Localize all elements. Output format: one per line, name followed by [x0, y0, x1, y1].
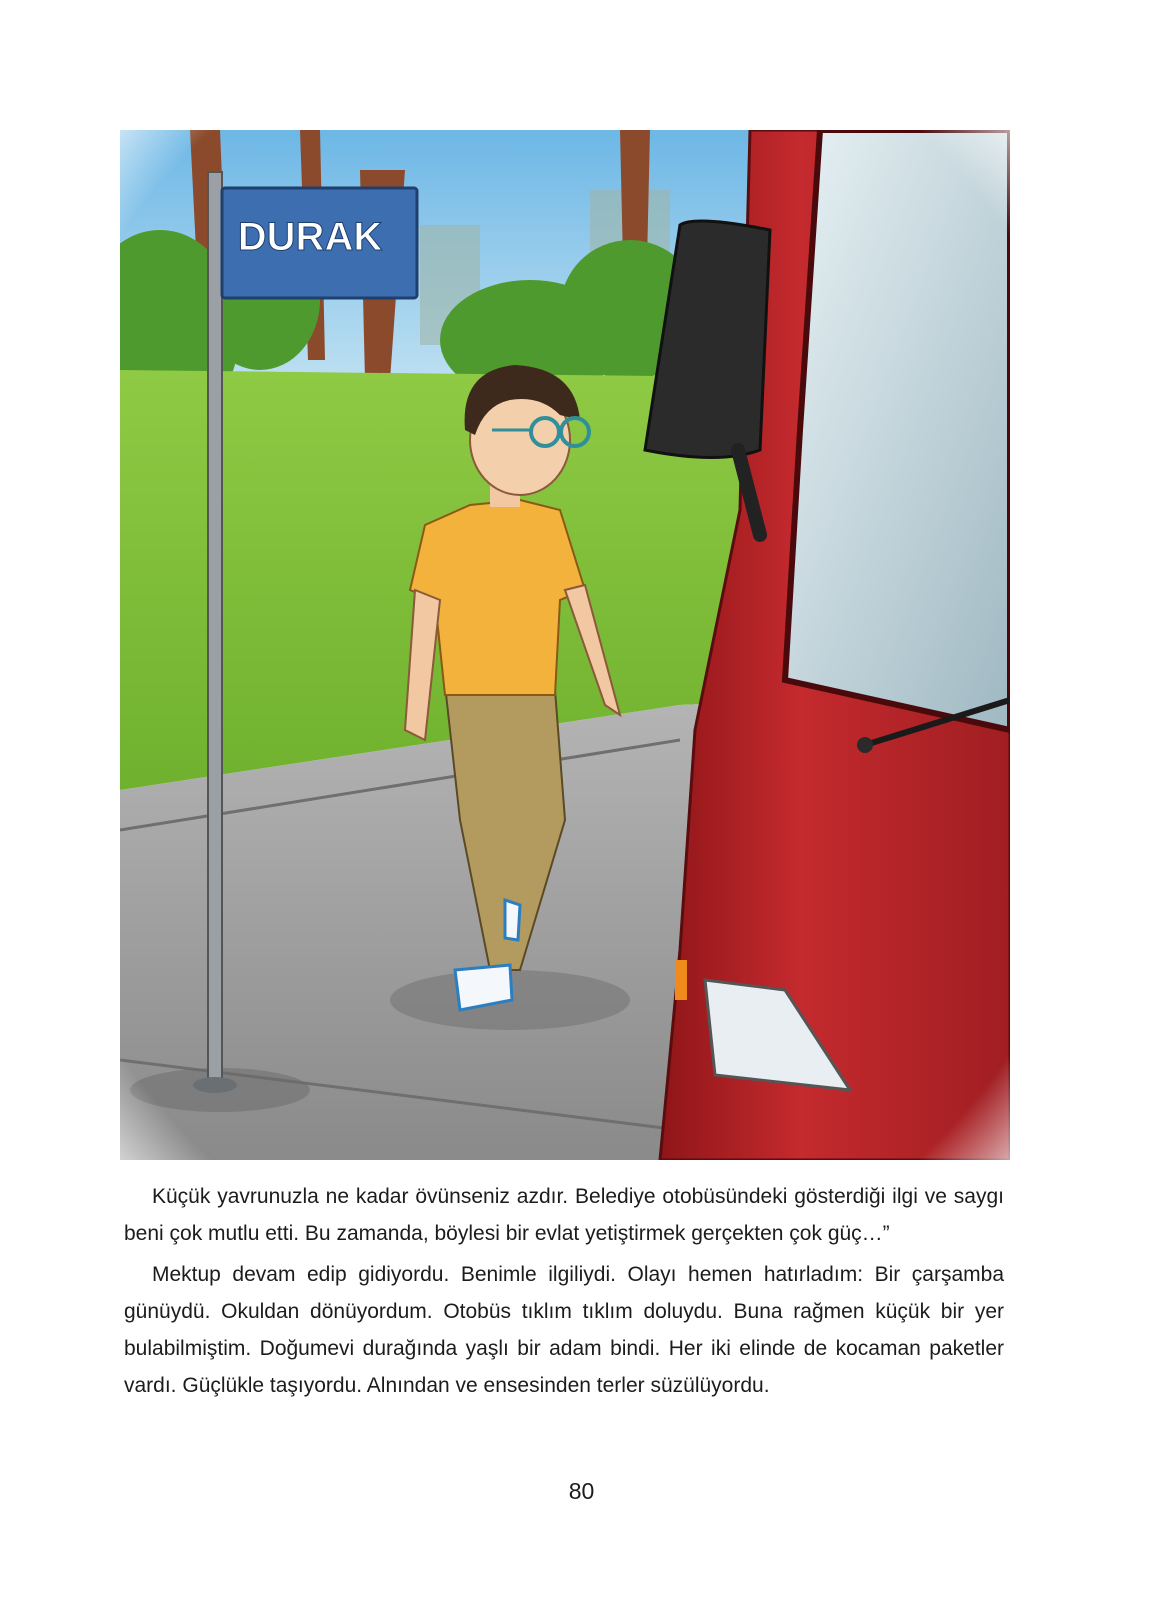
story-text — [124, 1178, 1004, 1408]
paragraph-2: Mektup devam edip gidiyordu. Benimle ilgiliydi. Olayı hemen hatırladım: Bir çarşamba günüydü. Okuldan dönüyordum. Otobüs tıklım tıklım doluydu. Buna rağmen küçük bir yer bulabilmiştim. Doğumevi durağında yaşlı bir adam bindi. Her iki elinde de kocaman paketler vardı. Güçlükle taşıyordu. Alnından ve ensesinden terler süzülüyordu. — [124, 1263, 1004, 1397]
illustration — [120, 130, 1010, 1160]
bus-stop-scene — [120, 130, 1010, 1160]
paragraph-1: Küçük yavrunuzla ne kadar övünseniz azdır. Belediye otobüsündeki gösterdiği ilgi ve saygı beni çok mutlu etti. Bu zamanda, böylesi bir evlat yetiştirmek gerçekten çok güç…” — [124, 1185, 1004, 1245]
page-number: 80 — [568, 1478, 595, 1504]
